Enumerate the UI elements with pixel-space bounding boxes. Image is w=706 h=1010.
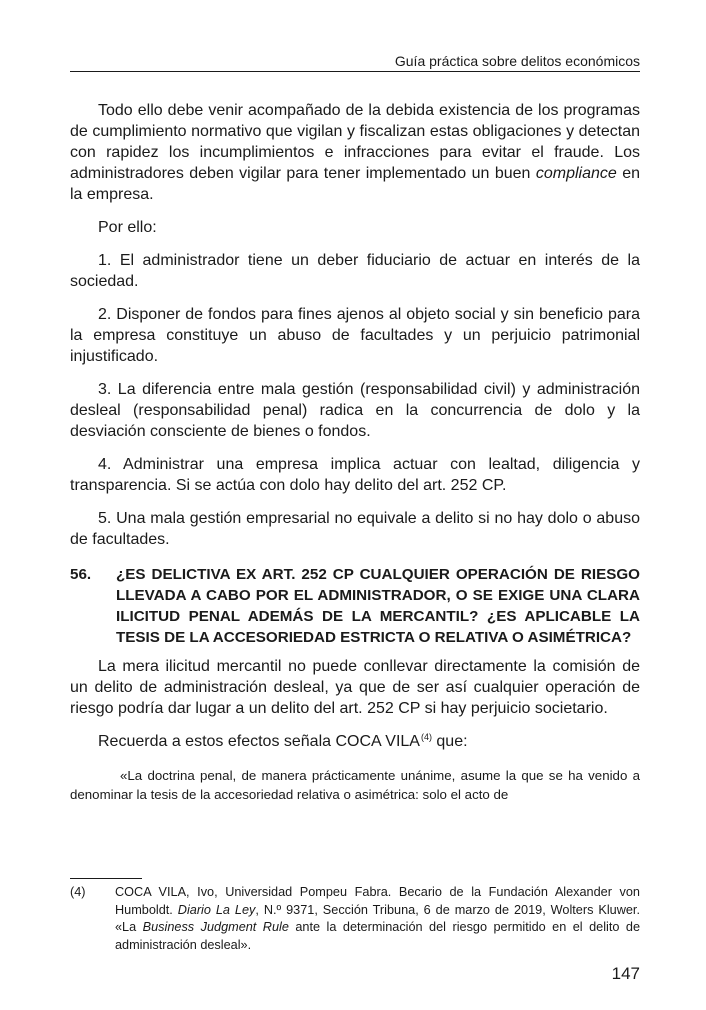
paragraph-2: Por ello:: [98, 219, 157, 236]
paragraph-6: 4. Administrar una empresa implica actuar con lealtad, diligencia y transparencia. Si se actúa con dolo hay delito del art. 252 CP.: [70, 456, 640, 494]
section-number: 56.: [70, 566, 92, 583]
header-rule: [70, 71, 640, 72]
footnote-text: COCA VILA, Ivo, Universidad Pompeu Fabra. Becario de la Fundación Alexander von Humboldt. Diario La Ley, N.º 9371, Sección Tribuna, 6 de marzo de 2019, Wolters Kluwer. «La Business Judgment Rule ante la determinación del riesgo permitido en el delito de administración desleal».: [115, 885, 641, 952]
main-text: [70, 100, 640, 804]
footnote-number: (4): [70, 885, 86, 899]
paragraph-9: Recuerda a estos efectos señala COCA VILA$^{(4)}$ que:: [98, 732, 468, 750]
page-number: 147: [611, 964, 640, 983]
block-quote: «La doctrina penal, de manera prácticamente unánime, asume la que se ha venido a denominar la tesis de la accesoriedad relativa o asimétrica: solo el acto de: [70, 768, 640, 802]
paragraph-7: 5. Una mala gestión empresarial no equivale a delito si no hay dolo o abuso de facultades.: [70, 510, 640, 548]
paragraph-4: 2. Disponer de fondos para fines ajenos al objeto social y sin beneficio para la empresa constituye un abuso de facultades y un perjuicio patrimonial injustificado.: [70, 306, 640, 365]
footnote-ref[interactable]: (4): [420, 732, 432, 742]
compliance-term: compliance: [535, 165, 617, 182]
footnote-rule: [70, 878, 142, 879]
paragraph-3: 1. El administrador tiene un deber fiduciario de actuar en interés de la sociedad.: [70, 252, 640, 290]
running-header: Guía práctica sobre delitos económicos: [394, 53, 640, 69]
paragraph-5: 3. La diferencia entre mala gestión (responsabilidad civil) y administración desleal (responsabilidad penal) radica en la concurrencia de dolo y la desviación consciente de bienes o fondos.: [70, 381, 640, 440]
footnote: [70, 884, 640, 954]
paragraph-1: Todo ello debe venir acompañado de la debida existencia de los programas de cumplimiento normativo que vigilan y fiscalizan estas obligaciones y detectan con rapidez los incumplimientos e infracciones para evitar el fraude. Los administradores deben vigilar para tener implementado un buen compliance en la empresa.: [70, 102, 640, 203]
section-title: ¿ES DELICTIVA EX ART. 252 CP CUALQUIER OPERACIÓN DE RIESGO LLEVADA A CABO POR EL ADMINISTRADOR, O SE EXIGE UNA CLARA ILICITUD PENAL ADEMÁS DE LA MERCANTIL? ¿ES APLICABLE LA TESIS DE LA ACCESORIEDAD ESTRICTA O RELATIVA O ASIMÉTRICA?: [116, 566, 640, 646]
paragraph-8: La mera ilicitud mercantil no puede conllevar directamente la comisión de un delito de administración desleal, ya que de ser así cualquier operación de riesgo podría dar lugar a un delito del art. 252 CP si hay perjuicio societario.: [70, 658, 640, 717]
section-heading: [70, 564, 640, 648]
